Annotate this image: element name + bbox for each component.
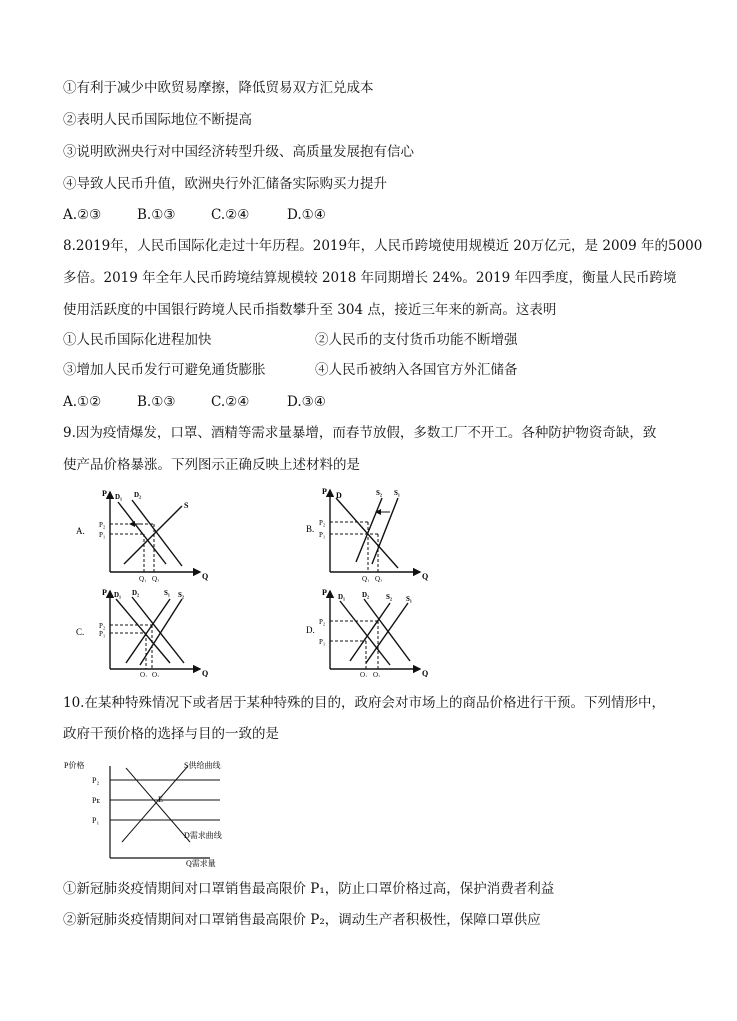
graph-a-d1-line	[118, 502, 166, 564]
q9-stem-line-1: 9.因为疫情爆发，口罩、酒精等需求量暴增，而春节放假，多数工厂不开工。各种防护物资奇缺，致	[63, 425, 657, 441]
graph-d-q-axis: Q	[422, 669, 429, 677]
q10-graph	[60, 756, 260, 868]
graph-a-letter: A.	[76, 526, 85, 536]
q8-option-4: ④人民币被纳入各国官方外汇储备	[315, 362, 518, 378]
graph-b-p2-label: P₂	[319, 519, 326, 527]
q8-option-3: ③增加人民币发行可避免通货膨胀	[63, 362, 266, 378]
q8-choice-c: C.②④	[211, 394, 250, 410]
graph-a-p2-label: P₂	[99, 521, 106, 529]
graph-d-p2-label: P₂	[319, 618, 326, 626]
graph-c-s1-label: S₁	[164, 589, 170, 597]
graph-a-d1-label: D₁	[115, 493, 123, 501]
q10-pe-label: Pᴇ	[92, 796, 101, 805]
q8-stem-line-1: 8.2019年，人民币国际化走过十年历程。2019年，人民币跨境使用规模近 20万亿元，是 2009 年的5000	[63, 238, 703, 254]
q9-graph-b	[300, 484, 450, 582]
graph-c-q-axis: Q	[202, 669, 209, 677]
graph-d-d1-label: D₁	[338, 593, 346, 601]
graph-a-d2-label: D₂	[134, 491, 142, 499]
graph-d-q1-label: Q₁	[360, 671, 368, 677]
q7-option-2: ②表明人民币国际地位不断提高	[63, 112, 252, 128]
graph-b-p1-label: P₁	[319, 531, 326, 539]
q8-choice-b: B.①③	[137, 394, 176, 410]
q10-stem-line-2: 政府干预价格的选择与目的一致的是	[63, 726, 279, 742]
graph-a-s-label: S	[184, 501, 189, 510]
graph-a-p1-label: P₁	[99, 531, 106, 539]
graph-a-q1-label: Q₁	[139, 575, 147, 582]
graph-d-s2-label: S₂	[386, 593, 392, 601]
q10-option-2: ②新冠肺炎疫情期间对口罩销售最高限价 P₂，调动生产者积极性，保障口罩供应	[63, 912, 541, 928]
graph-b-q-axis: Q	[422, 572, 429, 581]
graph-c-d1-label: D₁	[114, 591, 122, 599]
q10-p2-label: P₂	[92, 776, 100, 785]
graph-c-p-axis: P	[102, 588, 107, 597]
graph-d-s1-line	[366, 603, 408, 663]
q9-graph-a	[70, 484, 220, 582]
graph-c-s2-label: S₂	[178, 591, 184, 599]
q9-graph-d	[300, 585, 450, 677]
graph-b-d-line	[336, 498, 398, 568]
q7-choice-a: A.②③	[63, 207, 102, 223]
q8-choices	[63, 392, 326, 412]
q9-stem-line-2: 使产品价格暴涨。下列图示正确反映上述材料的是	[63, 457, 360, 473]
q8-stem-line-3: 使用活跃度的中国银行跨境人民币指数攀升至 304 点，接近三年来的新高。这表明	[63, 302, 557, 318]
graph-d-d1-line	[340, 601, 390, 665]
q10-option-1: ①新冠肺炎疫情期间对口罩销售最高限价 P₁，防止口罩价格过高，保护消费者利益	[63, 881, 555, 897]
graph-c-p2-label: P₂	[99, 622, 106, 630]
q8-option-2: ②人民币的支付货币功能不断增强	[315, 332, 518, 348]
graph-d-s1-label: S₁	[406, 595, 412, 603]
q8-choice-d: D.③④	[287, 394, 326, 410]
q7-choice-d: D.①④	[287, 207, 326, 223]
q8-choice-a: A.①②	[63, 394, 102, 410]
graph-c-q2-label: Q₂	[152, 671, 160, 677]
graph-a-d2-line	[132, 500, 182, 566]
q7-choice-b: B.①③	[137, 207, 176, 223]
q9-graph-c	[70, 585, 220, 677]
q7-option-4: ④导致人民币升值，欧洲央行外汇储备实际购买力提升	[63, 176, 387, 192]
graph-b-letter: B.	[306, 524, 315, 534]
graph-d-p1-label: P₁	[319, 638, 326, 646]
q10-e-label: E	[158, 795, 163, 804]
graph-d-q2-label: Q₂	[373, 671, 381, 677]
graph-a-q-axis: Q	[202, 572, 209, 581]
q10-p-axis-label: P价格	[64, 761, 85, 770]
q7-choice-c: C.②④	[211, 207, 250, 223]
graph-c-d2-label: D₂	[132, 589, 140, 597]
graph-b-d-label: D	[336, 491, 342, 500]
q10-supply-curve	[122, 766, 188, 842]
graph-c-q1-label: Q₁	[140, 671, 148, 677]
q7-choices	[63, 205, 326, 225]
graph-d-p-axis: P	[322, 588, 327, 597]
q7-option-3: ③说明欧洲央行对中国经济转型升级、高质量发展抱有信心	[63, 144, 414, 160]
q7-option-1: ①有利于减少中欧贸易摩擦，降低贸易双方汇兑成本	[63, 80, 374, 96]
graph-c-p1-label: P₁	[99, 630, 106, 638]
graph-b-p-axis: P	[322, 487, 327, 496]
q10-q-axis-label: Q需求量	[186, 859, 216, 868]
graph-b-s2-label: S₂	[376, 489, 382, 497]
q8-option-1: ①人民币国际化进程加快	[63, 332, 212, 348]
q10-stem-line-1: 10.在某种特殊情况下或者居于某种特殊的目的，政府会对市场上的商品价格进行干预。下列情形中，	[63, 695, 665, 711]
graph-d-d2-label: D₂	[362, 591, 370, 599]
graph-b-q2-label: Q₂	[375, 575, 383, 582]
graph-b-s1-label: S₁	[394, 489, 400, 497]
q10-p1-label: P₁	[92, 816, 100, 825]
graph-b-s2-line	[356, 498, 382, 562]
graph-a-q2-label: Q₂	[152, 575, 160, 582]
graph-d-letter: D.	[306, 625, 315, 635]
graph-d-s2-line	[350, 603, 390, 661]
q10-d-curve-label: D需求曲线	[184, 831, 222, 840]
graph-a-p-axis: P	[102, 489, 107, 498]
q8-stem-line-2: 多倍。2019 年全年人民币跨境结算规模较 2018 年同期增长 24%。2019 年四季度，衡量人民币跨境	[63, 270, 677, 286]
q10-demand-curve	[126, 768, 190, 842]
graph-b-q1-label: Q₁	[362, 575, 370, 582]
graph-c-letter: C.	[76, 627, 85, 637]
q10-s-curve-label: S供给曲线	[184, 761, 221, 770]
